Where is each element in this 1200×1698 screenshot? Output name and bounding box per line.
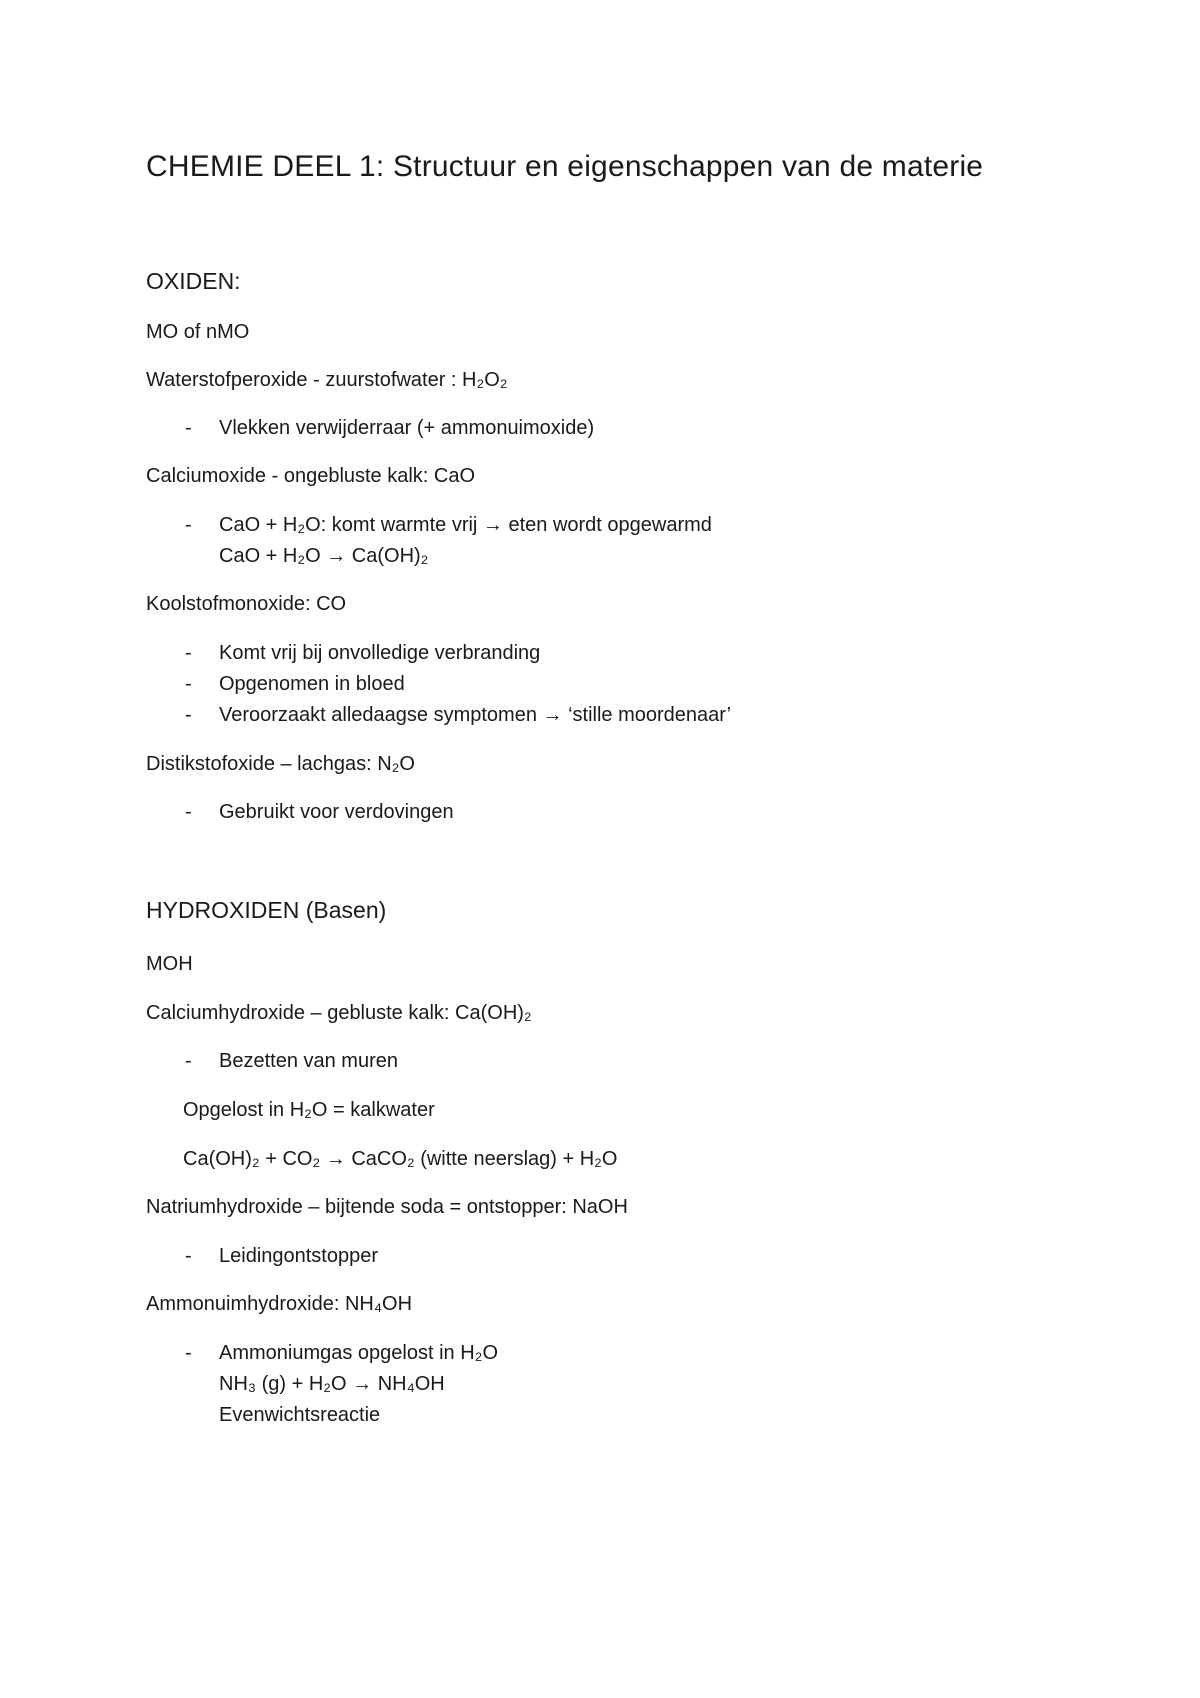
natriumhydroxide-bullet-1: Leidingontstopper xyxy=(219,1245,379,1267)
bullet-dash: - xyxy=(185,704,192,726)
distikstofoxide-line: Distikstofoxide – lachgas: N₂O xyxy=(146,753,415,775)
bullet-dash: - xyxy=(185,417,192,439)
calciumoxide-bullet-1: CaO + H₂O: komt warmte vrij → eten wordt opgewarmd xyxy=(219,514,712,536)
bullet-dash: - xyxy=(185,1245,192,1267)
distikstofoxide-bullet-1: Gebruikt voor verdovingen xyxy=(219,801,454,823)
section-heading-oxiden: OXIDEN: xyxy=(146,268,241,294)
oxiden-general-formula: MO of nMO xyxy=(146,321,250,343)
ammoniumhydroxide-bullet-1-line-3: Evenwichtsreactie xyxy=(219,1404,381,1426)
kalkwater-line: Opgelost in H₂O = kalkwater xyxy=(183,1099,435,1121)
koolstofmonoxide-line: Koolstofmonoxide: CO xyxy=(146,593,347,615)
section-heading-hydroxiden: HYDROXIDEN (Basen) xyxy=(146,897,387,923)
calciumoxide-bullet-1-line-2: CaO + H₂O → Ca(OH)₂ xyxy=(219,545,429,567)
ammoniumhydroxide-line: Ammonuimhydroxide: NH₄OH xyxy=(146,1293,413,1315)
koolstofmonoxide-bullet-1: Komt vrij bij onvolledige verbranding xyxy=(219,642,541,664)
kalkwater-reaction-line: Ca(OH)₂ + CO₂ → CaCO₂ (witte neerslag) + H₂O xyxy=(183,1148,618,1170)
page-title: CHEMIE DEEL 1: Structuur en eigenschappen van de materie xyxy=(146,150,984,183)
koolstofmonoxide-bullet-3: Veroorzaakt alledaagse symptomen → ‘stille moordenaar’ xyxy=(219,704,732,726)
calciumoxide-line: Calciumoxide - ongebluste kalk: CaO xyxy=(146,465,476,487)
koolstofmonoxide-bullet-2: Opgenomen in bloed xyxy=(219,673,405,695)
bullet-dash: - xyxy=(185,801,192,823)
bullet-dash: - xyxy=(185,642,192,664)
calciumhydroxide-bullet-1: Bezetten van muren xyxy=(219,1050,398,1072)
bullet-dash: - xyxy=(185,1050,192,1072)
ammoniumhydroxide-bullet-1: Ammoniumgas opgelost in H₂O xyxy=(219,1342,498,1364)
natriumhydroxide-line: Natriumhydroxide – bijtende soda = ontstopper: NaOH xyxy=(146,1196,628,1218)
ammoniumhydroxide-bullet-1-line-2: NH₃ (g) + H₂O → NH₄OH xyxy=(219,1373,445,1395)
waterstofperoxide-line: Waterstofperoxide - zuurstofwater : H₂O₂ xyxy=(146,369,508,391)
bullet-dash: - xyxy=(185,673,192,695)
hydroxiden-general-formula: MOH xyxy=(146,953,193,975)
bullet-dash: - xyxy=(185,514,192,536)
bullet-dash: - xyxy=(185,1342,192,1364)
calciumhydroxide-line: Calciumhydroxide – gebluste kalk: Ca(OH)₂ xyxy=(146,1002,532,1024)
waterstofperoxide-bullet-1: Vlekken verwijderraar (+ ammonuimoxide) xyxy=(219,417,595,439)
